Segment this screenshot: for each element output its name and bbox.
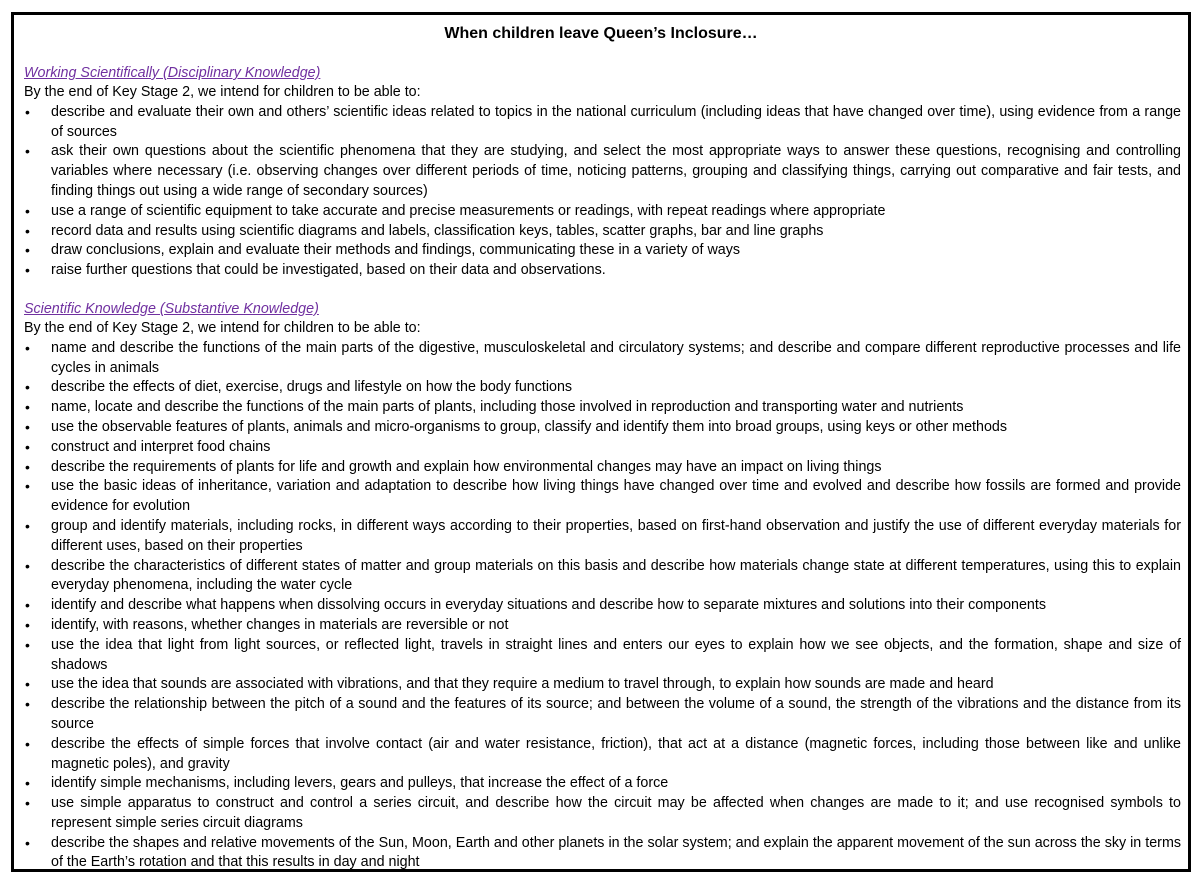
list-item-text: construct and interpret food chains xyxy=(51,438,271,455)
list-item-text: record data and results using scientific diagrams and labels, classification keys, tables, scatter graphs, bar and line graphs xyxy=(51,222,824,239)
list-item-text: describe the characteristics of different states of matter and group materials on this basis and describe how materials change state at different temperatures, using this to explain everyday phenomena, including the water cycle xyxy=(51,557,1181,594)
bullet-list xyxy=(24,103,1181,281)
list-item xyxy=(24,458,1181,478)
list-item-text: describe the effects of diet, exercise, drugs and lifestyle on how the body functions xyxy=(51,379,573,396)
section-intro: By the end of Key Stage 2, we intend for children to be able to: xyxy=(24,84,421,100)
bullet-icon: • xyxy=(25,379,30,396)
bullet-icon: • xyxy=(25,775,30,792)
list-item-text: use the observable features of plants, animals and micro-organisms to group, classify and identify them into broad groups, using keys or other methods xyxy=(51,418,1008,435)
bullet-icon: • xyxy=(25,458,30,475)
page-title: When children leave Queen’s Inclosure… xyxy=(444,25,758,42)
bullet-icon: • xyxy=(25,103,30,120)
list-item-text: identify, with reasons, whether changes in materials are reversible or not xyxy=(51,616,509,633)
list-item xyxy=(24,378,1181,398)
list-item xyxy=(24,339,1181,379)
list-item-text: draw conclusions, explain and evaluate their methods and findings, communicating these in a variety of ways xyxy=(51,242,741,259)
bullet-icon: • xyxy=(25,696,30,713)
list-item-text: identify and describe what happens when dissolving occurs in everyday situations and describe how to separate mixtures and solutions into their components xyxy=(51,597,1046,614)
list-item xyxy=(24,202,1181,222)
bullet-icon: • xyxy=(25,676,30,693)
list-item-text: use the basic ideas of inheritance, variation and adaptation to describe how living things have changed over time and evolved and describe how fossils are formed and provide evidence for evolution xyxy=(51,478,1181,515)
list-item xyxy=(24,834,1181,874)
list-item xyxy=(24,774,1181,794)
list-item xyxy=(24,616,1181,636)
section-intro: By the end of Key Stage 2, we intend for children to be able to: xyxy=(24,319,421,336)
list-item-text: describe and evaluate their own and others’ scientific ideas related to topics in the national curriculum (including ideas that have changed over time), using evidence from a range of sources xyxy=(51,103,1181,140)
list-item-text: name, locate and describe the functions of the main parts of plants, including those involved in reproduction and transporting water and nutrients xyxy=(51,399,964,416)
list-item-text: describe the effects of simple forces that involve contact (air and water resistance, friction), that act at a distance (magnetic forces, including those between like and unlike magnetic poles), and gravity xyxy=(51,735,1181,772)
list-item-text: use the idea that light from light sources, or reflected light, travels in straight lines and enters our eyes to explain how we see objects, and the formation, shape and size of shadows xyxy=(51,636,1181,673)
list-item-text: group and identify materials, including rocks, in different ways according to their properties, based on first-hand observation and justify the use of different everyday materials for different uses, based on their properties xyxy=(51,517,1181,554)
section-heading: Scientific Knowledge (Substantive Knowledge) xyxy=(24,300,319,317)
list-item-text: ask their own questions about the scientific phenomena that they are studying, and select the most appropriate ways to answer these questions, recognising and controlling variables where necessary (i.e. observing changes over different periods of time, noticing patterns, grouping and classifying things, carrying out comparative and fair tests, and finding things out using a wide range of secondary sources) xyxy=(51,143,1181,199)
bullet-icon: • xyxy=(25,478,30,495)
bullet-icon: • xyxy=(25,834,30,851)
list-item xyxy=(24,418,1181,438)
section-scientific-knowledge xyxy=(24,299,1181,873)
bullet-icon: • xyxy=(25,222,30,239)
bullet-icon: • xyxy=(25,143,30,160)
list-item xyxy=(24,438,1181,458)
bullet-icon: • xyxy=(25,636,30,653)
bullet-icon: • xyxy=(25,262,30,279)
bullet-icon: • xyxy=(25,557,30,574)
list-item-text: use the idea that sounds are associated with vibrations, and that they require a medium to travel through, to explain how sounds are made and heard xyxy=(51,676,994,693)
list-item xyxy=(24,675,1181,695)
list-item-text: name and describe the functions of the main parts of the digestive, musculoskeletal and circulatory systems; and describe and compare different reproductive processes and life cycles in animals xyxy=(51,339,1181,376)
list-item xyxy=(24,398,1181,418)
list-item-text: identify simple mechanisms, including levers, gears and pulleys, that increase the effect of a force xyxy=(51,775,669,792)
list-item-text: raise further questions that could be investigated, based on their data and observations. xyxy=(51,262,606,279)
bullet-icon: • xyxy=(25,399,30,416)
list-item xyxy=(24,695,1181,735)
list-item-text: describe the shapes and relative movements of the Sun, Moon, Earth and other planets in the solar system; and explain the apparent movement of the sun across the sky in terms of the Earth’s rotation and that this results in day and night xyxy=(51,834,1181,871)
list-item-text: use simple apparatus to construct and control a series circuit, and describe how the circuit may be affected when changes are made to it; and use recognised symbols to represent simple series circuit diagrams xyxy=(51,795,1181,831)
bullet-icon: • xyxy=(25,242,30,259)
list-item xyxy=(24,103,1181,143)
list-item xyxy=(24,517,1181,557)
section-heading: Working Scientifically (Disciplinary Knowledge) xyxy=(24,65,321,81)
document-content xyxy=(24,63,1181,873)
list-item xyxy=(24,261,1181,281)
section-spacer xyxy=(24,281,1181,299)
document-frame xyxy=(11,12,1191,872)
list-item xyxy=(24,477,1181,517)
list-item xyxy=(24,735,1181,775)
bullet-icon: • xyxy=(25,735,30,752)
list-item xyxy=(24,596,1181,616)
list-item xyxy=(24,241,1181,261)
bullet-icon: • xyxy=(25,795,30,812)
section-working-scientifically xyxy=(24,63,1181,281)
bullet-icon: • xyxy=(25,438,30,455)
bullet-icon: • xyxy=(25,339,30,356)
bullet-list xyxy=(24,339,1181,874)
list-item xyxy=(24,557,1181,597)
bullet-icon: • xyxy=(25,616,30,633)
bullet-icon: • xyxy=(25,517,30,534)
bullet-icon: • xyxy=(25,597,30,614)
bullet-icon: • xyxy=(25,202,30,219)
list-item xyxy=(24,636,1181,676)
list-item xyxy=(24,142,1181,201)
list-item xyxy=(24,794,1181,834)
list-item-text: describe the requirements of plants for life and growth and explain how environmental changes may have an impact on living things xyxy=(51,458,882,475)
list-item xyxy=(24,222,1181,242)
list-item-text: describe the relationship between the pitch of a sound and the features of its source; and between the volume of a sound, the strength of the vibrations and the distance from its source xyxy=(51,696,1181,732)
list-item-text: use a range of scientific equipment to take accurate and precise measurements or readings, with repeat readings where appropriate xyxy=(51,202,886,219)
bullet-icon: • xyxy=(25,418,30,435)
